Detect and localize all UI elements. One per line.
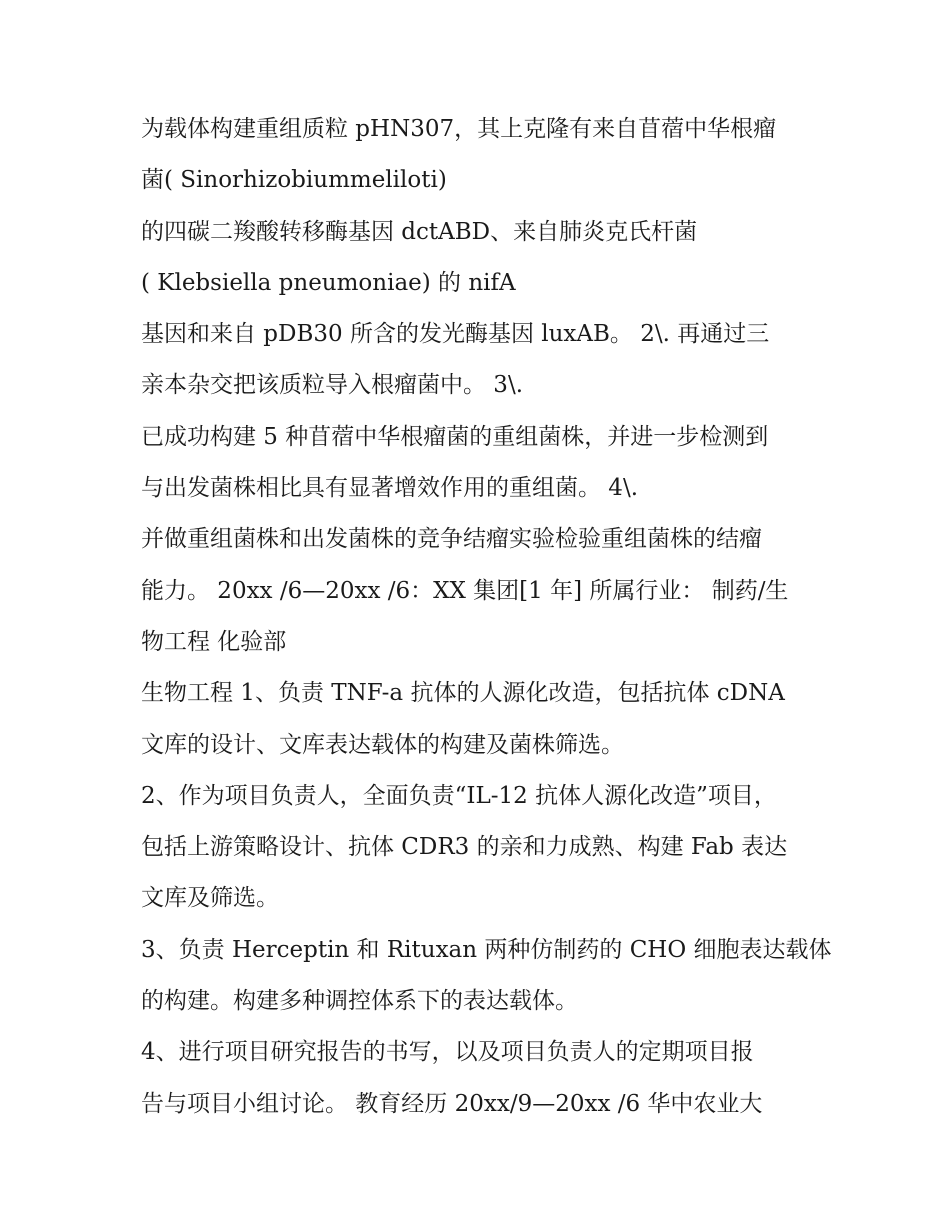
text-line: 为载体构建重组质粒 pHN307，其上克隆有来自苜蓿中华根瘤 (141, 116, 777, 142)
text-line: 与出发菌株相比具有显著增效作用的重组菌。 4\. (141, 475, 639, 502)
text-line: 4、进行项目研究报告的书写，以及项目负责人的定期项目报 (141, 1039, 754, 1066)
text-line: 的构建。构建多种调控体系下的表达载体。 (141, 988, 578, 1015)
text-line: 文库的设计、文库表达载体的构建及菌株筛选。 (141, 731, 624, 758)
text-line: 生物工程 1、负责 TNF-a 抗体的人源化改造，包括抗体 cDNA (141, 680, 785, 707)
text-line: 菌( Sinorhizobiummeliloti) (141, 167, 447, 194)
text-line: ( Klebsiella pneumoniae) 的 nifA (141, 269, 516, 296)
text-line: 文库及筛选。 (141, 885, 279, 912)
text-line: 物工程 化验部 (141, 628, 287, 655)
text-line: 基因和来自 pDB30 所含的发光酶基因 luxAB。 2\. 再通过三 (141, 321, 770, 348)
text-line: 亲本杂交把该质粒导入根瘤菌中。 3\. (141, 372, 524, 399)
text-line: 的四碳二羧酸转移酶基因 dctABD、来自肺炎克氏杆菌 (141, 218, 698, 245)
text-line: 并做重组菌株和出发菌株的竞争结瘤实验检验重组菌株的结瘤 (141, 526, 762, 553)
text-line: 2、作为项目负责人，全面负责“IL-12 抗体人源化改造”项目， (141, 782, 777, 809)
text-line: 3、负责 Herceptin 和 Rituxan 两种仿制药的 CHO 细胞表达载体 (141, 936, 832, 963)
body-text (141, 104, 832, 1130)
text-line: 包括上游策略设计、抗体 CDR3 的亲和力成熟、构建 Fab 表达 (141, 834, 788, 861)
text-line: 能力。 20xx /6—20xx /6：XX 集团[1 年] 所属行业： 制药/生 (141, 577, 789, 604)
text-line: 告与项目小组讨论。 教育经历 20xx/9—20xx /6 华中农业大 (141, 1090, 763, 1117)
text-line: 已成功构建 5 种苜蓿中华根瘤菌的重组菌株，并进一步检测到 (141, 423, 769, 450)
